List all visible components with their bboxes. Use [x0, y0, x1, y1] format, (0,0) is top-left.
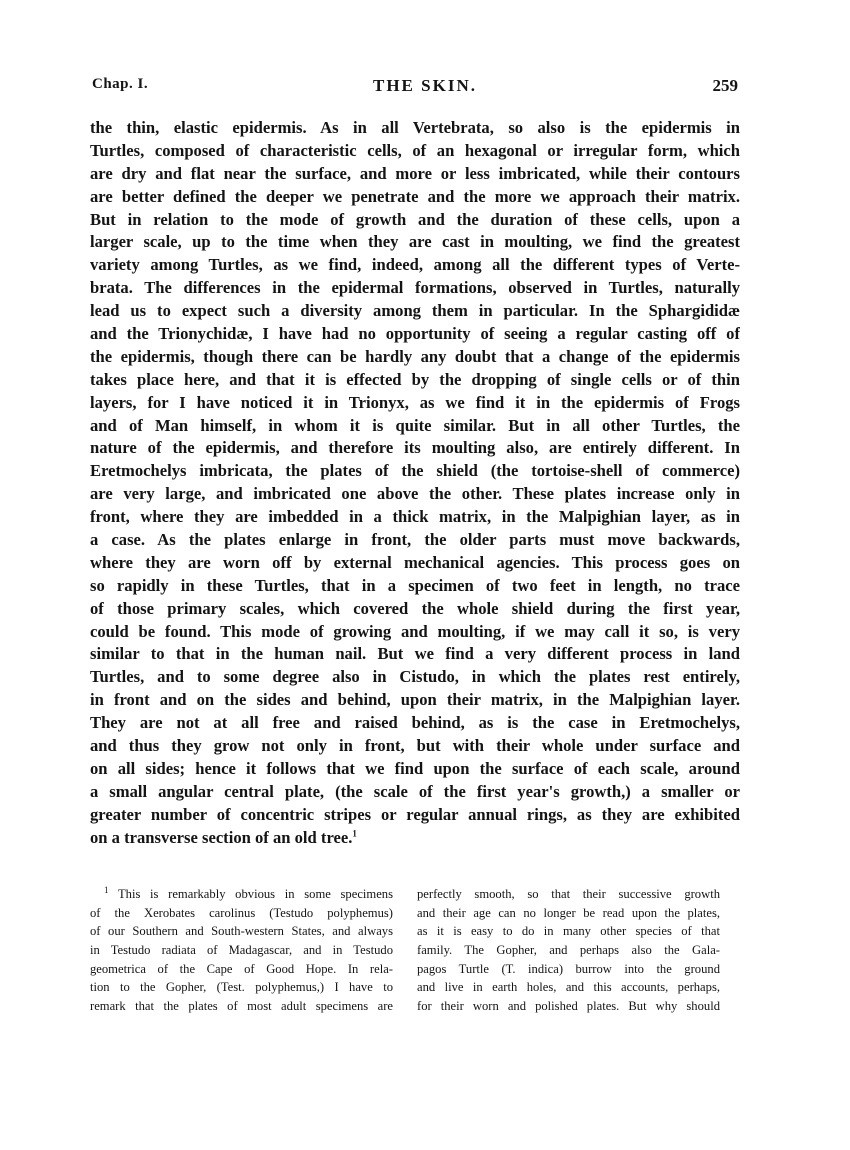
body-line: the thin, elastic epidermis. As in all Vertebrata, so also is the epidermis in [90, 118, 740, 137]
footnote-line: of the Xerobates carolinus (Testudo polyphemus) [90, 905, 393, 920]
body-line: similar to that in the human nail. But we find a very different process in land [90, 644, 740, 664]
body-line: of those primary scales, which covered the whole shield during the first year, [90, 598, 740, 618]
running-header [0, 76, 850, 100]
body-line: larger scale, up to the time when they are cast in moulting, we find the greatest [90, 232, 740, 252]
body-line: and the Trionychidæ, I have had no opportunity of seeing a regular casting off of [90, 324, 740, 344]
footnote-line: as it is easy to do in many other species of that [417, 924, 720, 939]
body-line: nature of the epidermis, and therefore its moulting also, are entirely different. In [90, 438, 740, 458]
footnote-line: for their worn and polished plates. But why should [417, 999, 720, 1014]
footnote-line: and their age can no longer be read upon the plates, [417, 905, 720, 920]
body-line: Turtles, composed of characteristic cells, of an hexagonal or irregular form, which [90, 140, 740, 160]
body-line: takes place here, and that it is effected by the dropping of single cells or of thin [90, 369, 740, 389]
footnote-line: of our Southern and South-western States, and always [90, 924, 393, 939]
footnote-line: remark that the plates of most adult specimens are [90, 999, 393, 1014]
body-line: greater number of concentric stripes or regular annual rings, as they are exhibited [90, 804, 740, 824]
body-line: could be found. This mode of growing and moulting, if we may call it so, is very [90, 621, 740, 641]
body-line: front, where they are imbedded in a thick matrix, in the Malpighian layer, as in [90, 507, 740, 527]
body-line: They are not at all free and raised behind, as is the case in Eretmochelys, [90, 713, 740, 733]
footnote-reference: 1 [352, 828, 357, 839]
body-line: so rapidly in these Turtles, that in a specimen of two feet in length, no trace [90, 575, 740, 595]
body-line: and of Man himself, in whom it is quite similar. But in all other Turtles, the [90, 415, 740, 435]
page-number: 259 [712, 76, 738, 95]
body-line [90, 827, 740, 850]
footnote-line: perfectly smooth, so that their successive growth [417, 887, 720, 901]
footnote-text: This is remarkably obvious in some specimens [117, 887, 393, 901]
footnote-line: pagos Turtle (T. indica) burrow into the ground [417, 961, 720, 976]
body-line: a case. As the plates enlarge in front, the older parts must move backwards, [90, 530, 740, 550]
body-line: are very large, and imbricated one above the other. These plates increase only in [90, 484, 740, 504]
body-line: But in relation to the mode of growth and the duration of these cells, upon a [90, 209, 740, 229]
chapter-label: Chap. I. [92, 76, 149, 92]
body-line: variety among Turtles, as we find, indeed, among all the different types of Verte- [90, 255, 740, 275]
body-line: and thus they grow not only in front, but with their whole under surface and [90, 736, 740, 756]
footnote-line: family. The Gopher, and perhaps also the Gala- [417, 943, 720, 958]
body-line: on all sides; hence it follows that we find upon the surface of each scale, around [90, 758, 740, 778]
body-line: in front and on the sides and behind, upon their matrix, in the Malpighian layer. [90, 690, 740, 710]
footnote-line [90, 885, 393, 904]
body-line: are dry and flat near the surface, and more or less imbricated, while their contours [90, 163, 740, 183]
footnote-column-left [90, 885, 393, 1016]
body-line: Eretmochelys imbricata, the plates of the shield (the tortoise-shell of commerce) [90, 461, 740, 481]
footnote-line: geometrica of the Cape of Good Hope. In rela- [90, 961, 393, 976]
body-line: layers, for I have noticed it in Trionyx, as we find it in the epidermis of Frogs [90, 392, 740, 412]
body-line: lead us to expect such a diversity among them in particular. In the Sphargididæ [90, 301, 740, 321]
footnote-line: tion to the Gopher, (Test. polyphemus,) I have to [90, 980, 393, 995]
running-title: THE SKIN. [373, 76, 477, 95]
footnote-line: and live in earth holes, and this accounts, perhaps, [417, 980, 720, 995]
footnote-column-right [417, 885, 720, 1016]
body-line: brata. The differences in the epidermal formations, observed in Turtles, naturally [90, 278, 740, 298]
body-line-text: on a transverse section of an old tree. [90, 827, 353, 847]
body-line: are better defined the deeper we penetrate and the more we approach their matrix. [90, 186, 740, 206]
body-line: a small angular central plate, (the scale of the first year's growth,) a smaller or [90, 781, 740, 801]
footnote-marker: 1 [104, 885, 109, 895]
body-line: the epidermis, though there can be hardly any doubt that a change of the epidermis [90, 346, 740, 366]
body-line: Turtles, and to some degree also in Cistudo, in which the plates rest entirely, [90, 667, 740, 687]
body-text [90, 117, 740, 850]
body-line: where they are worn off by external mechanical agencies. This process goes on [90, 552, 740, 572]
footnote-line: in Testudo radiata of Madagascar, and in Testudo [90, 943, 393, 958]
